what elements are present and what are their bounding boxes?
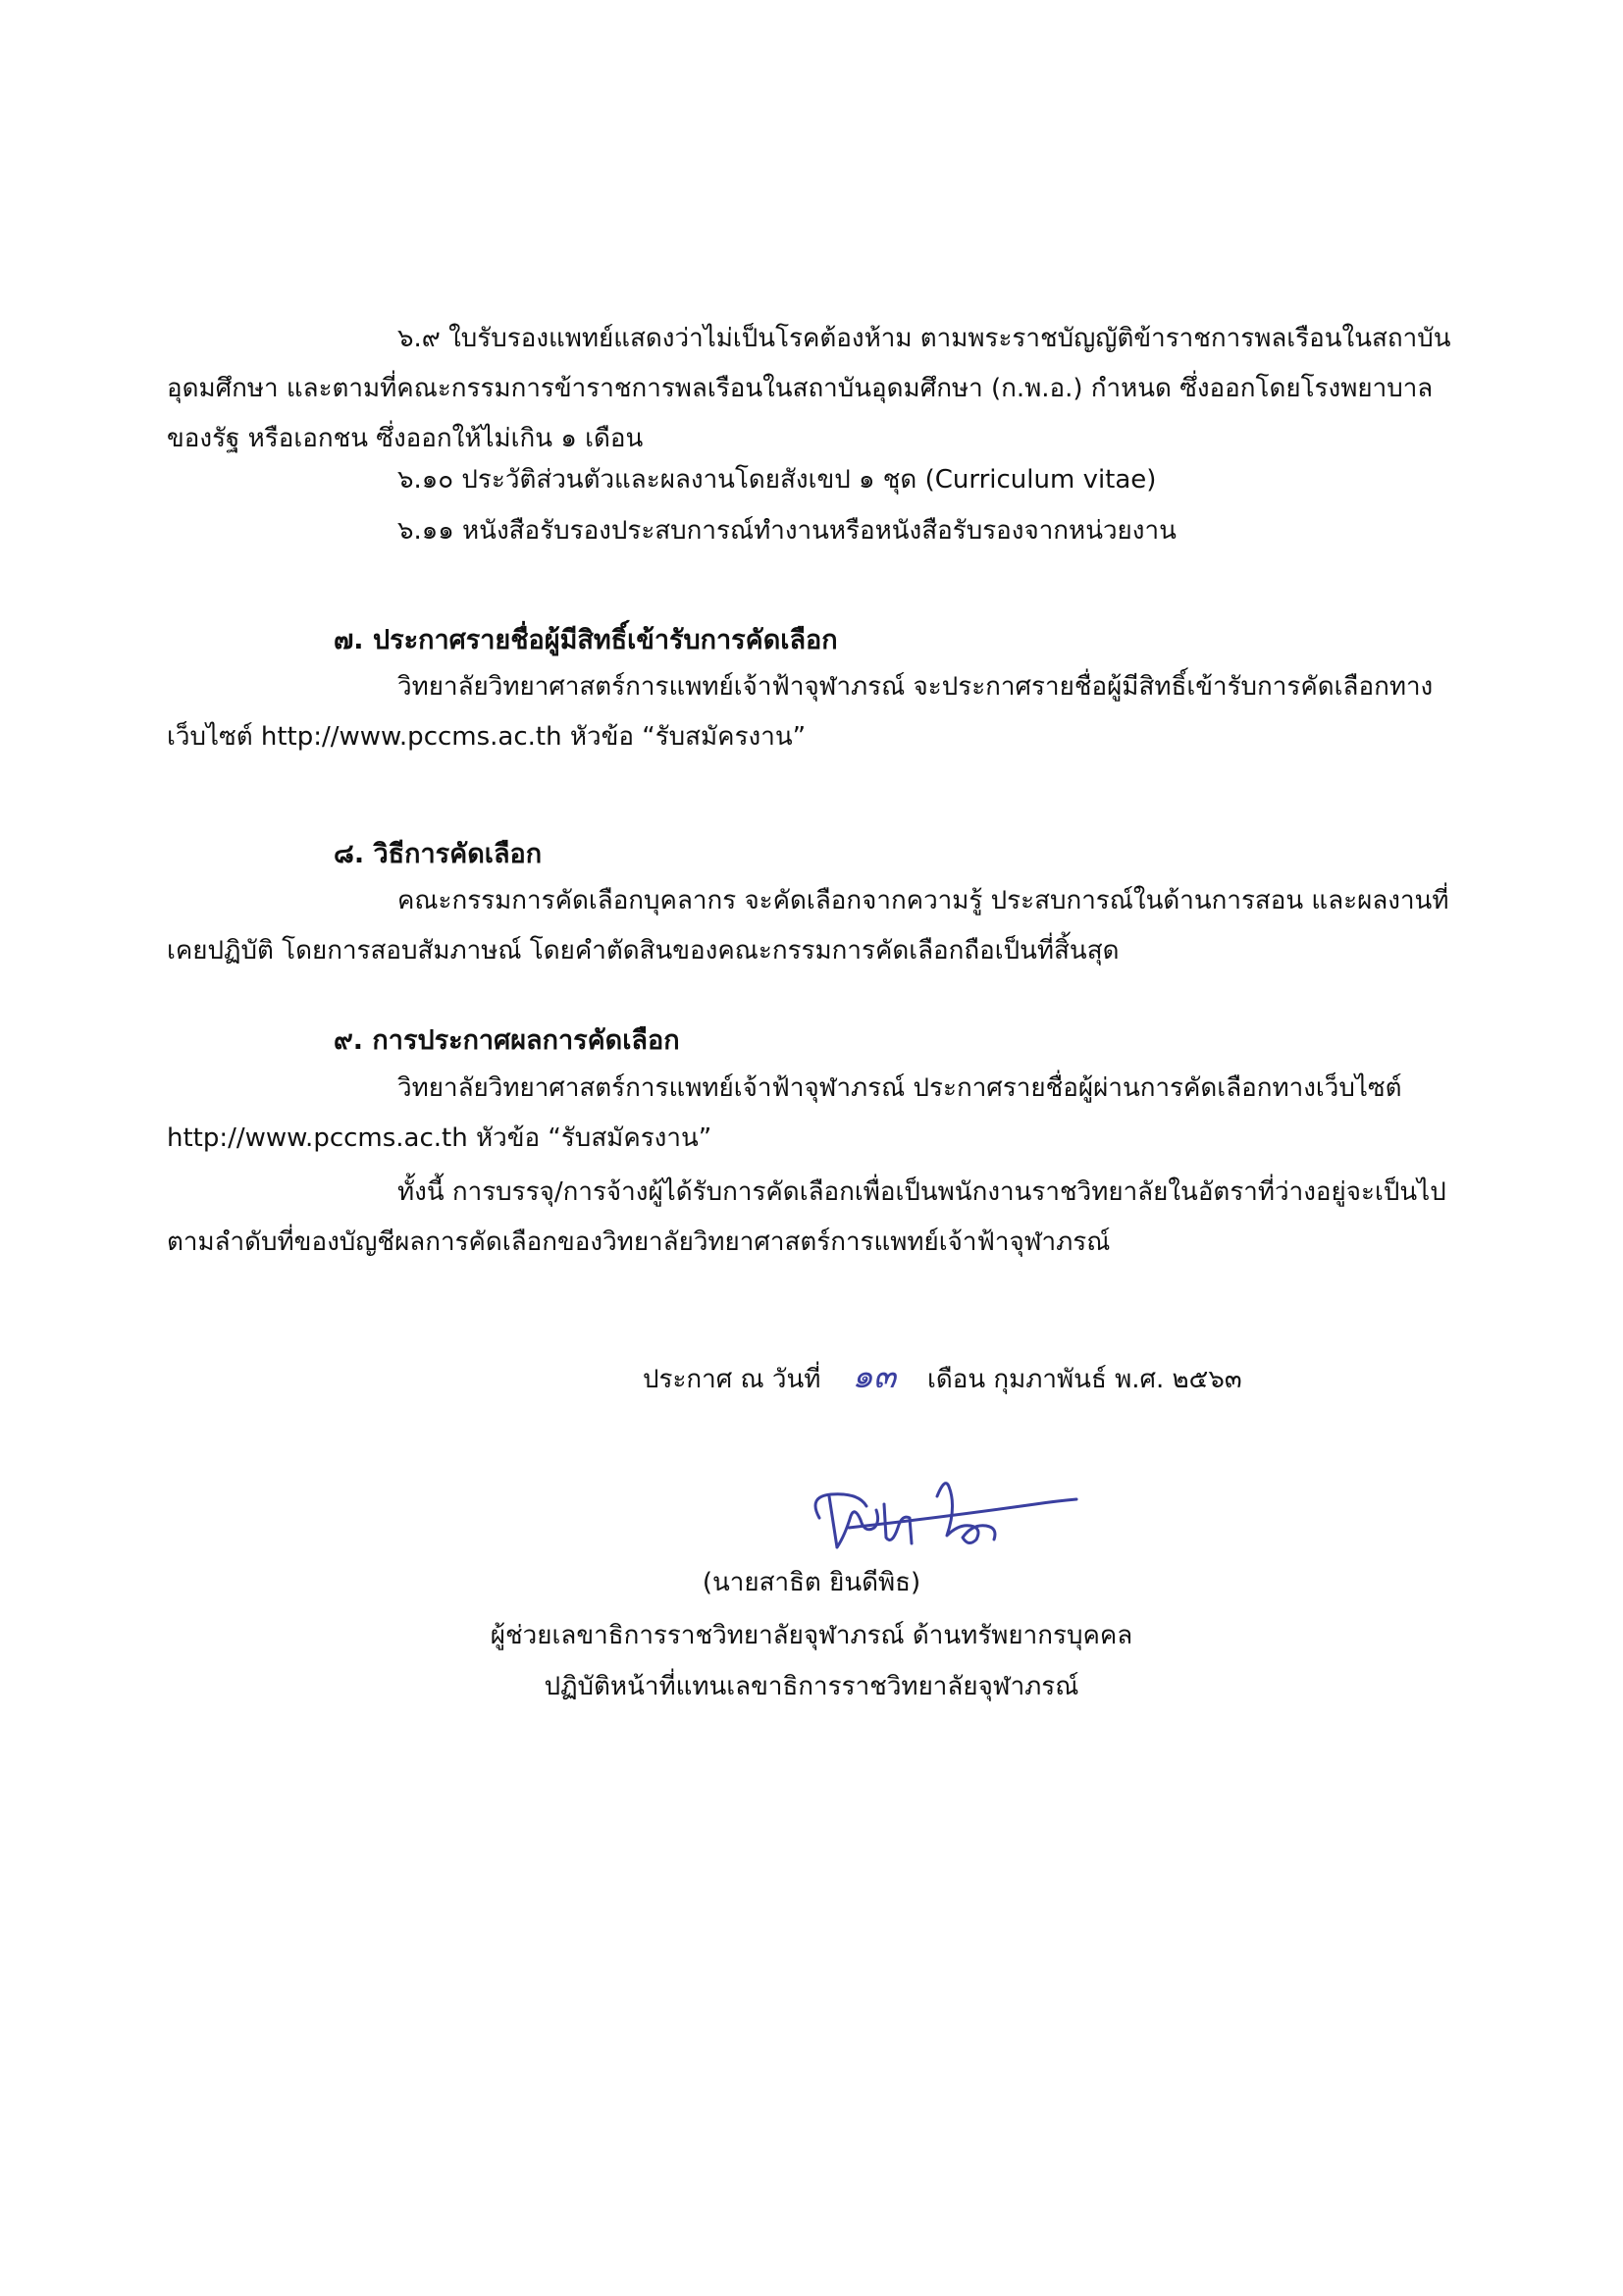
section-9-heading: ๙. การประกาศผลการคัดเลือก [334,1025,680,1056]
signatory-title-2: ปฏิบัติหน้าที่แทนเลขาธิการราชวิทยาลัยจุฬาภรณ์ [544,1672,1079,1701]
announcement-day: ๑๓ [852,1357,897,1396]
section-8-heading: ๘. วิธีการคัดเลือก [334,839,543,869]
item-6-11: ๖.๑๑ หนังสือรับรองประสบการณ์ทำงานหรือหนังสือรับรองจากหน่วยงาน [397,516,1177,546]
section-9-body-1: วิทยาลัยวิทยาศาสตร์การแพทย์เจ้าฟ้าจุฬาภรณ์ ประกาศรายชื่อผู้ผ่านการคัดเลือกทางเว็บไซต์ http://www.pccms.ac.th หัวข้อ “รับสมัครงาน” [167,1073,1402,1153]
item-6-10: ๖.๑๐ ประวัติส่วนตัวและผลงานโดยสังเขป ๑ ชุด (Curriculum vitae) [397,465,1157,495]
section-7-heading: ๗. ประกาศรายชื่อผู้มีสิทธิ์เข้ารับการคัดเลือก [334,625,838,655]
section-7-body: วิทยาลัยวิทยาศาสตร์การแพทย์เจ้าฟ้าจุฬาภรณ์ จะประกาศรายชื่อผู้มีสิทธิ์เข้ารับการคัดเลือกทางเว็บไซต์ http://www.pccms.ac.th หัวข้อ “รับสมัครงาน” [167,672,1434,752]
signatory-title-1: ผู้ช่วยเลขาธิการราชวิทยาลัยจุฬาภรณ์ ด้านทรัพยากรบุคคล [490,1621,1133,1650]
announcement-month-year: เดือน กุมภาพันธ์ พ.ศ. ๒๕๖๓ [926,1365,1242,1394]
signatory-name: (นายสาธิต ยินดีพิธ) [702,1568,921,1597]
section-9-body-2: ทั้งนี้ การบรรจุ/การจ้างผู้ได้รับการคัดเลือกเพื่อเป็นพนักงานราชวิทยาลัยในอัตราที่ว่างอยู่จะเป็นไปตามลำดับที่ของบัญชีผลการคัดเลือกของวิทยาลัยวิทยาศาสตร์การแพทย์เจ้าฟ้าจุฬาภรณ์ [167,1177,1446,1257]
item-6-9: ๖.๙ ใบรับรองแพทย์แสดงว่าไม่เป็นโรคต้องห้าม ตามพระราชบัญญัติข้าราชการพลเรือนในสถาบันอุดมศึกษา และตามที่คณะกรรมการข้าราชการพลเรือนในสถาบันอุดมศึกษา (ก.พ.อ.) กำหนด ซึ่งออกโดยโรงพยาบาลของรัฐ หรือเอกชน ซึ่งออกให้ไม่เกิน ๑ เดือน [167,324,1451,453]
handwritten-signature [790,1467,1084,1555]
announcement-date [643,1349,1242,1402]
section-8-body: คณะกรรมการคัดเลือกบุคลากร จะคัดเลือกจากความรู้ ประสบการณ์ในด้านการสอน และผลงานที่เคยปฏิบัติ โดยการสอบสัมภาษณ์ โดยคำตัดสินของคณะกรรมการคัดเลือกถือเป็นที่สิ้นสุด [167,886,1449,965]
announcement-prefix: ประกาศ ณ วันที่ [643,1365,821,1394]
